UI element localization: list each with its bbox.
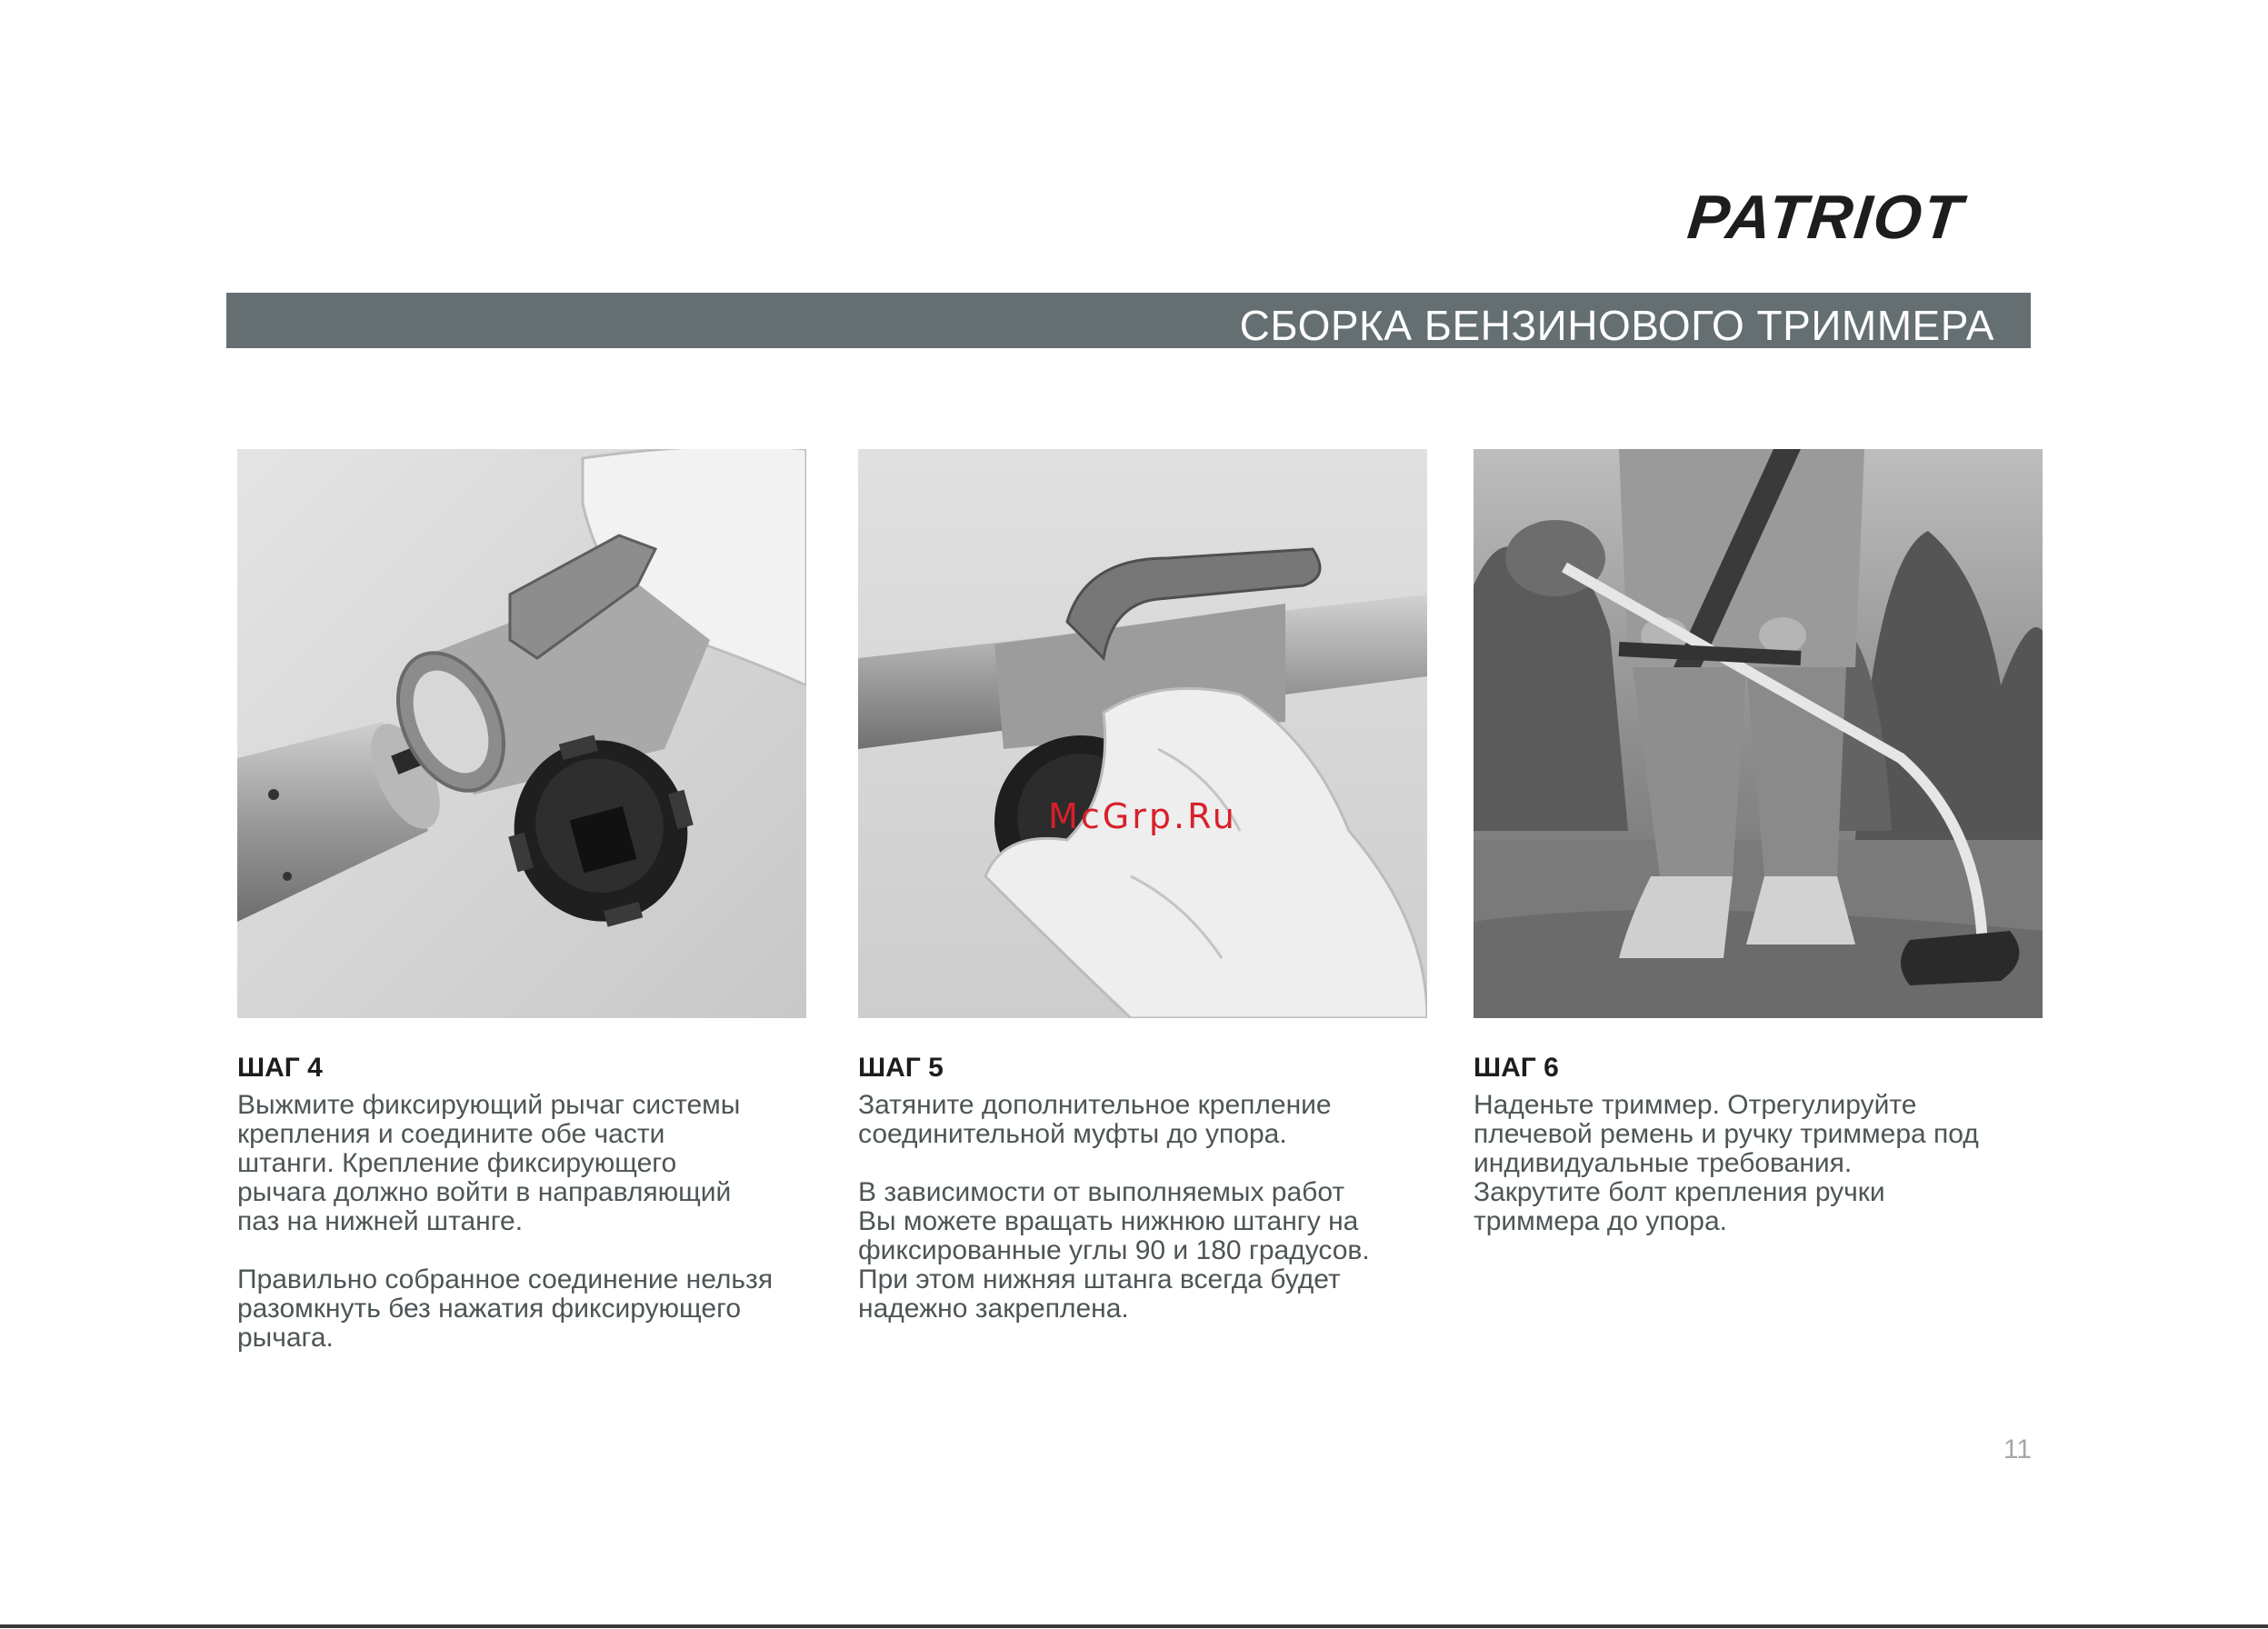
step-6	[1474, 1053, 2055, 1265]
watermark-text: McGrp.Ru	[1048, 796, 1237, 836]
step-4-paragraph: Выжмите фиксирующий рычаг системы крепления и соедините обе части штанги. Крепление фиксирующего рычага должно войти в направляющий паз на нижней штанге.	[237, 1090, 741, 1236]
step-5-paragraph: Затяните дополнительное крепление соединительной муфты до упора.	[858, 1090, 1332, 1149]
section-title: СБОРКА БЕНЗИНОВОГО ТРИММЕРА	[1239, 302, 1994, 349]
page-number: 11	[2003, 1434, 2032, 1464]
step-5-title: ШАГ 5	[858, 1053, 944, 1083]
step-5-photo	[858, 449, 1427, 1018]
patriot-logo	[1656, 185, 2002, 251]
step-4-title: ШАГ 4	[237, 1053, 323, 1083]
step-4	[237, 1053, 819, 1382]
step-5-body	[858, 1091, 1440, 1324]
step-4-body	[237, 1091, 819, 1353]
step-6-paragraph: Наденьте триммер. Отрегулируйте плечевой ремень и ручку триммера под индивидуальные требования. Закрутите болт крепления ручки триммера до упора.	[1474, 1090, 1979, 1236]
step-5-paragraph: В зависимости от выполняемых работ Вы можете вращать нижнюю штангу на фиксированные углы 90 и 180 градусов. При этом нижняя штанга всегда будет надежно закреплена.	[858, 1177, 1370, 1324]
step-6-title: ШАГ 6	[1474, 1053, 1559, 1083]
bottom-rule	[0, 1624, 2268, 1628]
step-5	[858, 1053, 1440, 1353]
step-4-paragraph: Правильно собранное соединение нельзя разомкнуть без нажатия фиксирующего рычага.	[237, 1264, 774, 1353]
svg-text:PATRIOT: PATRIOT	[1684, 185, 1967, 251]
step-4-photo	[237, 449, 806, 1018]
step-6-body	[1474, 1091, 2055, 1236]
section-title-bar	[226, 293, 2031, 348]
step-6-photo	[1474, 449, 2043, 1018]
